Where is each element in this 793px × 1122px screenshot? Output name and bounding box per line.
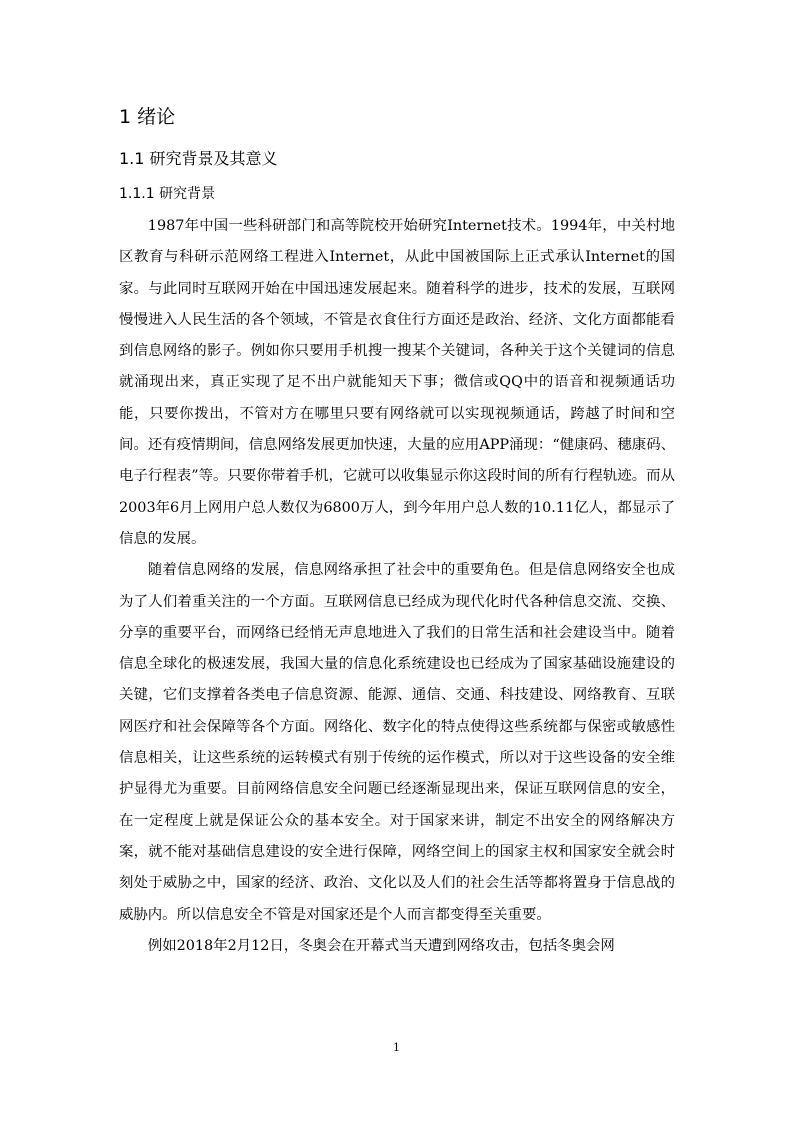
- page-number: 1: [393, 1041, 400, 1054]
- subsection-heading: 1.1.1 研究背景: [119, 186, 216, 202]
- section-heading: 1.1 研究背景及其意义: [119, 149, 278, 168]
- paragraph: 例如2018年2月12日，冬奥会在开幕式当天遭到网络攻击，包括冬奥会网: [147, 937, 615, 954]
- body-text: [119, 211, 675, 962]
- paragraph: 随着信息网络的发展，信息网络承担了社会中的重要角色。但是信息网络安全也成为了人们着重关注的一个方面。互联网信息已经成为现代化时代各种信息交流、交换、分享的重要平台，而网络已经悄无声息地进入了我们的日常生活和社会建设当中。随着信息全球化的极速发展，我国大量的信息化系统建设也已经成为了国家基础设施建设的关键，它们支撑着各类电子信息资源、能源、通信、交通、科技建设、网络教育、互联网医疗和社会保障等各个方面。网络化、数字化的特点使得这些系统都与保密或敏感性信息相关，让这些系统的运转模式有别于传统的运作模式，所以对于这些设备的安全维护显得尤为重要。目前网络信息安全问题已经逐渐显现出来，保证互联网信息的安全，在一定程度上就是保证公众的基本安全。对于国家来讲，制定不出安全的网络解决方案，就不能对基础信息建设的安全进行保障，网络空间上的国家主权和国家安全就会时刻处于威胁之中，国家的经济、政治、文化以及人们的社会生活等都将置身于信息战的威胁内。所以信息安全不管是对国家还是个人而言都变得至关重要。: [119, 562, 675, 923]
- paragraph: 1987年中国一些科研部门和高等院校开始研究Internet技术。1994年，中关村地区教育与科研示范网络工程进入Internet，从此中国被国际上正式承认Internet的国家。与此同时互联网开始在中国迅速发展起来。随着科学的进步，技术的发展，互联网慢慢进入人民生活的各个领域，不管是衣食住行方面还是政治、经济、文化方面都能看到信息网络的影子。例如你只要用手机搜一搜某个关键词，各种关于这个关键词的信息就涌现出来，真正实现了足不出户就能知天下事；微信或QQ中的语音和视频通话功能，只要你拨出，不管对方在哪里只要有网络就可以实现视频通话，跨越了时间和空间。还有疫情期间，信息网络发展更加快速，大量的应用APP涌现：“健康码、穗康码、电子行程表”等。只要你带着手机，它就可以收集显示你这段时间的所有行程轨迹。而从2003年6月上网用户总人数仅为6800万人，到今年用户总人数的10.11亿人，都显示了信息的发展。: [119, 218, 675, 547]
- chapter-heading: 1 绪论: [119, 106, 176, 128]
